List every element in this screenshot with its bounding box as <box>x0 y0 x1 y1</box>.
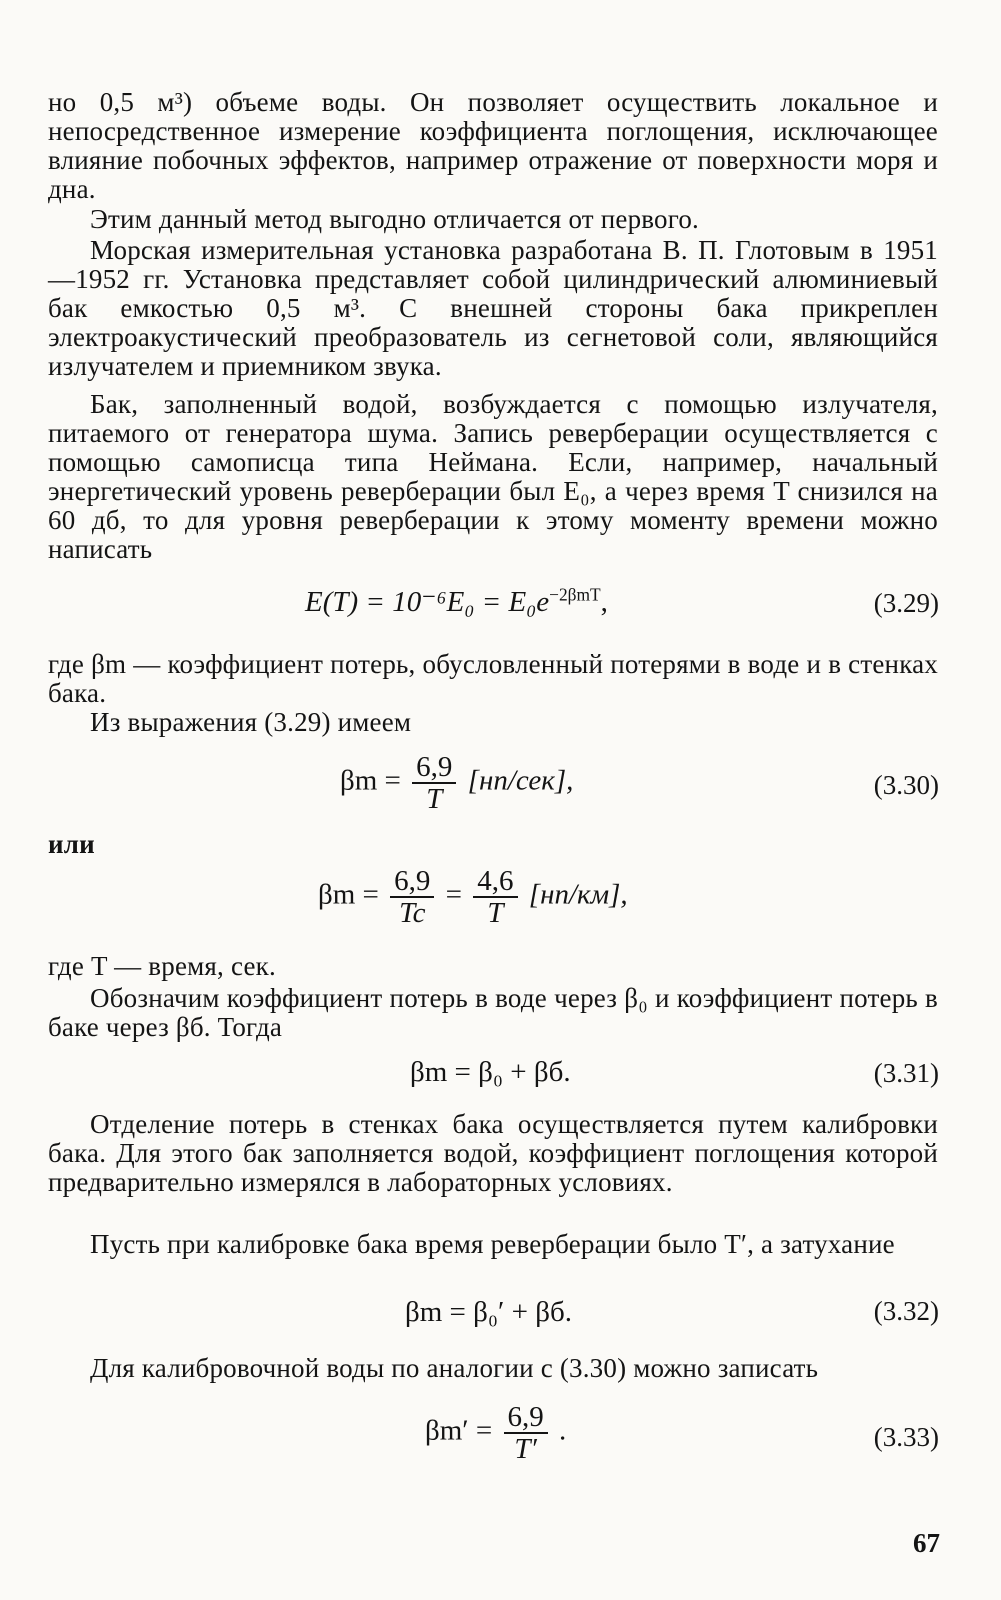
equation-3-33 <box>425 1402 566 1464</box>
page-number: 67 <box>913 1528 940 1558</box>
paragraph-9: Обозначим коэффициент потерь в воде через β₀ и коэффициент потерь в баке через βб. Тогда <box>48 983 938 1042</box>
eq-3-33-numerator: 6,9 <box>504 1402 548 1434</box>
eq-3-30b-lhs: βm = <box>318 878 379 911</box>
paragraph-6: Из выражения (3.29) имеем <box>90 707 412 737</box>
paragraph-1: но 0,5 м³) объеме воды. Он позволяет осуществить локальное и непосредственное измерение коэффициента поглощения, исключающее влияние побочных эффектов, например отражение от поверхности моря и дна. <box>48 87 938 204</box>
eq-3-30b-denominator-2: T <box>487 897 504 929</box>
eq-3-30-unit: [нп/сек], <box>467 764 574 797</box>
paragraph-4: Бак, заполненный водой, возбуждается с помощью излучателя, питаемого от генератора шума. Запись реверберации осуществляется с помощью самописца типа Неймана. Если, например, начальный энергетический уровень реверберации был E₀, а через время T снизился на 60 дб, то для уровня реверберации к этому моменту времени можно написать <box>48 389 938 564</box>
equation-3-30b <box>318 866 628 928</box>
equation-number-3-30: (3.30) <box>873 770 939 800</box>
equation-3-32 <box>405 1296 572 1329</box>
equation-3-30 <box>340 752 573 814</box>
eq-3-30b-numerator-1: 6,9 <box>390 866 434 898</box>
equation-number-3-32: (3.32) <box>873 1296 939 1326</box>
equation-number-3-29: (3.29) <box>873 588 939 618</box>
eq-3-29-body: E(T) = 10⁻⁶E₀ = E₀e <box>305 586 550 618</box>
paragraph-8: где T — время, сек. <box>48 951 276 981</box>
eq-3-30b-equals: = <box>445 878 463 911</box>
paragraph-11: Пусть при калибровке бака время реверберации было T′, а затухание <box>90 1229 895 1259</box>
paragraph-3: Морская измерительная установка разработана В. П. Глотовым в 1951—1952 гг. Установка представляет собой цилиндрический алюминиевый бак емкостью 0,5 м³. С внешней стороны бака прикреплен электроакустический преобразователь из сегнетовой соли, являющийся излучателем и приемником звука. <box>48 235 938 381</box>
eq-3-30-fraction <box>412 752 456 814</box>
paragraph-5: где βm — коэффициент потерь, обусловленный потерями в воде и в стенках бака. <box>48 649 938 708</box>
eq-3-33-fraction <box>504 1402 548 1464</box>
equation-3-31 <box>410 1056 571 1089</box>
eq-3-29-exponent: −2βmT <box>549 584 601 605</box>
eq-3-29-tail: , <box>600 586 608 618</box>
eq-3-33-tail: . <box>559 1414 567 1447</box>
eq-3-30b-denominator-1: Tc <box>399 897 426 929</box>
paragraph-10: Отделение потерь в стенках бака осуществляется путем калибровки бака. Для этого бак заполняется водой, коэффициент поглощения которой предварительно измерялся в лабораторных условиях. <box>48 1109 938 1197</box>
eq-3-30b-unit: [нп/км], <box>528 878 628 911</box>
eq-3-30b-fraction-2 <box>473 866 517 928</box>
equation-3-29 <box>305 584 608 619</box>
paragraph-2: Этим данный метод выгодно отличается от первого. <box>90 204 700 234</box>
eq-3-31-body: βm = β₀ + βб. <box>410 1056 571 1088</box>
eq-3-30b-fraction-1 <box>390 866 434 928</box>
paragraph-12: Для калибровочной воды по аналогии с (3.30) можно записать <box>90 1353 819 1383</box>
eq-3-30-denominator: T <box>426 783 443 815</box>
eq-3-33-lhs: βm′ = <box>425 1414 493 1447</box>
eq-3-30b-numerator-2: 4,6 <box>473 866 517 898</box>
paragraph-7: или <box>48 829 95 859</box>
equation-number-3-33: (3.33) <box>873 1422 939 1452</box>
eq-3-30-numerator: 6,9 <box>412 752 456 784</box>
eq-3-30-lhs: βm = <box>340 764 401 797</box>
eq-3-32-body: βm = β₀′ + βб. <box>405 1296 572 1328</box>
eq-3-33-denominator: T′ <box>514 1433 537 1465</box>
equation-number-3-31: (3.31) <box>873 1058 939 1088</box>
